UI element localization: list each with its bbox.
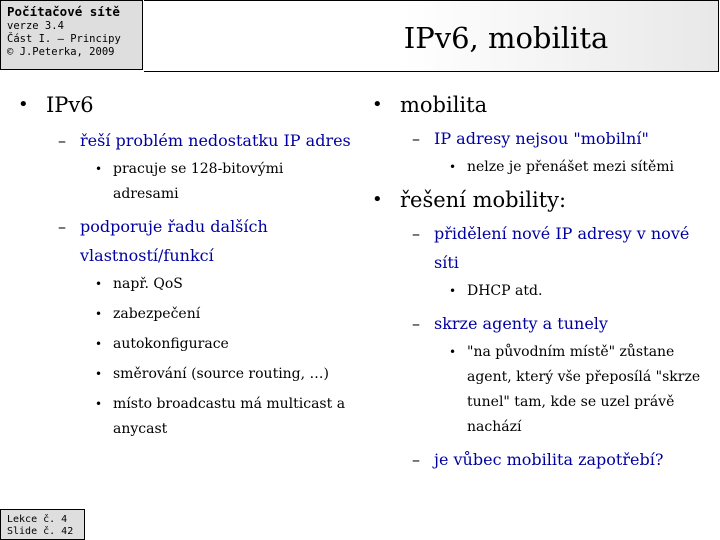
sub-bullet-new-address: – přidělení nové IP adresy v nové síti <box>372 219 712 277</box>
item-128-bit: • pracuje se 128-bitovými adresami <box>18 157 353 207</box>
course-version: verze 3.4 <box>7 20 64 32</box>
item-source-routing: • směrování (source routing, …) <box>18 362 353 387</box>
course-copyright: © J.Peterka, 2009 <box>7 46 115 58</box>
item-agent-tunnel: • "na původním místě" zůstane agent, který vše přeposílá "skrze tunel" tam, kde se uzel právě nachází <box>372 340 712 440</box>
sub-bullet-other-features: – podporuje řadu dalších vlastností/funkcí <box>18 212 353 270</box>
course-part: Část I. – Principy <box>7 33 121 45</box>
item-qos: • např. QoS <box>18 272 353 297</box>
sub-bullet-address-shortage: – řeší problém nedostatku IP adres <box>18 126 353 155</box>
course-name: Počítačové sítě <box>7 4 120 19</box>
right-column <box>372 90 712 476</box>
course-info-box <box>0 0 143 70</box>
bullet-mobility: • mobilita <box>372 90 712 120</box>
lecture-number: Lekce č. 4 <box>7 514 68 525</box>
item-autoconfig: • autokonfigurace <box>18 332 353 357</box>
title-bar <box>144 0 719 72</box>
slide-number: Slide č. 42 <box>7 526 74 537</box>
sub-bullet-is-mobility-needed: – je vůbec mobilita zapotřebí? <box>372 445 712 474</box>
item-dhcp: • DHCP atd. <box>372 279 712 304</box>
slide-info-box <box>0 509 85 540</box>
item-multicast-anycast: • místo broadcastu má multicast a anycast <box>18 392 353 442</box>
sub-bullet-not-mobile: – IP adresy nejsou "mobilní" <box>372 124 712 153</box>
item-security: • zabezpečení <box>18 302 353 327</box>
bullet-mobility-solutions: • řešení mobility: <box>372 185 712 215</box>
item-cannot-transfer: • nelze je přenášet mezi sítěmi <box>372 155 712 180</box>
left-column <box>18 90 353 447</box>
bullet-ipv6: • IPv6 <box>18 90 353 120</box>
sub-bullet-agents-tunnels: – skrze agenty a tunely <box>372 309 712 338</box>
slide-title: IPv6, mobilita <box>403 21 609 55</box>
